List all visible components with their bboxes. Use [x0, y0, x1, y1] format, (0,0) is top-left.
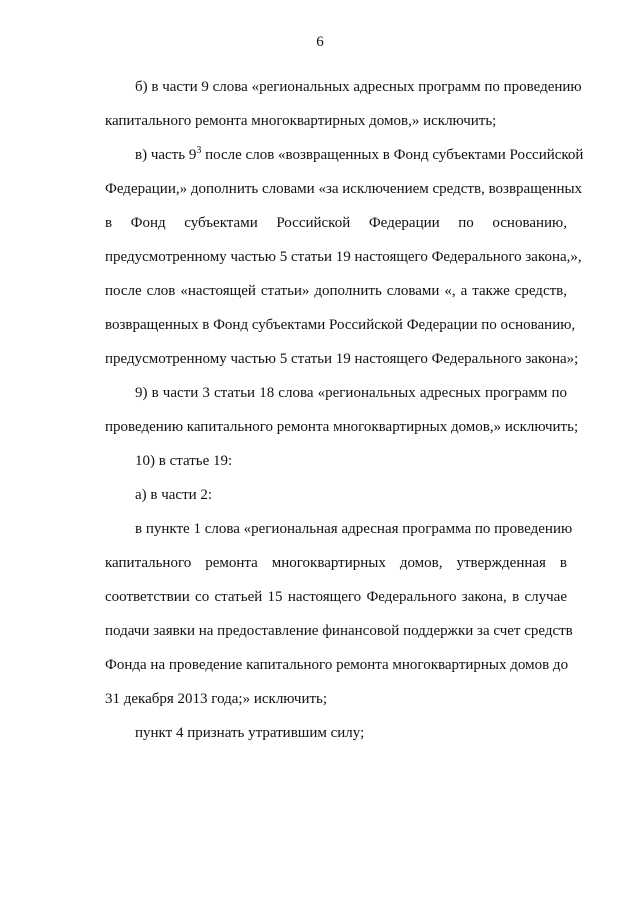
- paragraph-9: [75, 376, 579, 444]
- document-body: [75, 70, 584, 750]
- paragraph-b: [75, 70, 582, 138]
- text-line: предусмотренному частью 5 статьи 19 настоящего Федерального закона,»,: [105, 249, 582, 265]
- paragraph-v: [75, 138, 584, 376]
- text-fragment: после слов «возвращенных в Фонд субъектами Российской: [201, 147, 584, 163]
- paragraph-a: [75, 478, 567, 512]
- text-line: соответствии со статьей 15 настоящего Федерального закона, в случае: [105, 589, 567, 605]
- text-line: капитального ремонта многоквартирных домов, утвержденная в: [105, 555, 567, 571]
- text-line: [75, 138, 584, 172]
- text-line: 9) в части 3 статьи 18 слова «региональных адресных программ по: [135, 385, 567, 401]
- text-line: возвращенных в Фонд субъектами Российской Федерации по основанию,: [105, 317, 576, 333]
- text-fragment: в) часть 9: [135, 147, 197, 163]
- text-line: подачи заявки на предоставление финансовой поддержки за счет средств: [105, 623, 573, 639]
- paragraph-punkt-1: [75, 512, 573, 716]
- page-number: 6: [316, 34, 324, 50]
- text-line: Фонда на проведение капитального ремонта многоквартирных домов до: [105, 657, 569, 673]
- text-line: б) в части 9 слова «региональных адресных программ по проведению: [135, 79, 582, 95]
- text-line: капитального ремонта многоквартирных домов,» исключить;: [105, 113, 497, 129]
- text-line: пункт 4 признать утратившим силу;: [135, 725, 365, 741]
- text-line: 10) в статье 19:: [135, 453, 233, 469]
- text-line: а) в части 2:: [135, 487, 213, 503]
- text-line: Федерации,» дополнить словами «за исключением средств, возвращенных: [105, 181, 583, 197]
- paragraph-10: [75, 444, 567, 478]
- text-line: после слов «настоящей статьи» дополнить словами «, а также средств,: [105, 283, 567, 299]
- paragraph-punkt-4: [75, 716, 567, 750]
- text-line: проведению капитального ремонта многоквартирных домов,» исключить;: [105, 419, 579, 435]
- text-line: предусмотренному частью 5 статьи 19 настоящего Федерального закона»;: [105, 351, 579, 367]
- text-line: в Фонд субъектами Российской Федерации по основанию,: [105, 215, 567, 231]
- text-line: 31 декабря 2013 года;» исключить;: [105, 691, 328, 707]
- text-line: в пункте 1 слова «региональная адресная программа по проведению: [135, 521, 573, 537]
- superscript: 3: [196, 145, 202, 156]
